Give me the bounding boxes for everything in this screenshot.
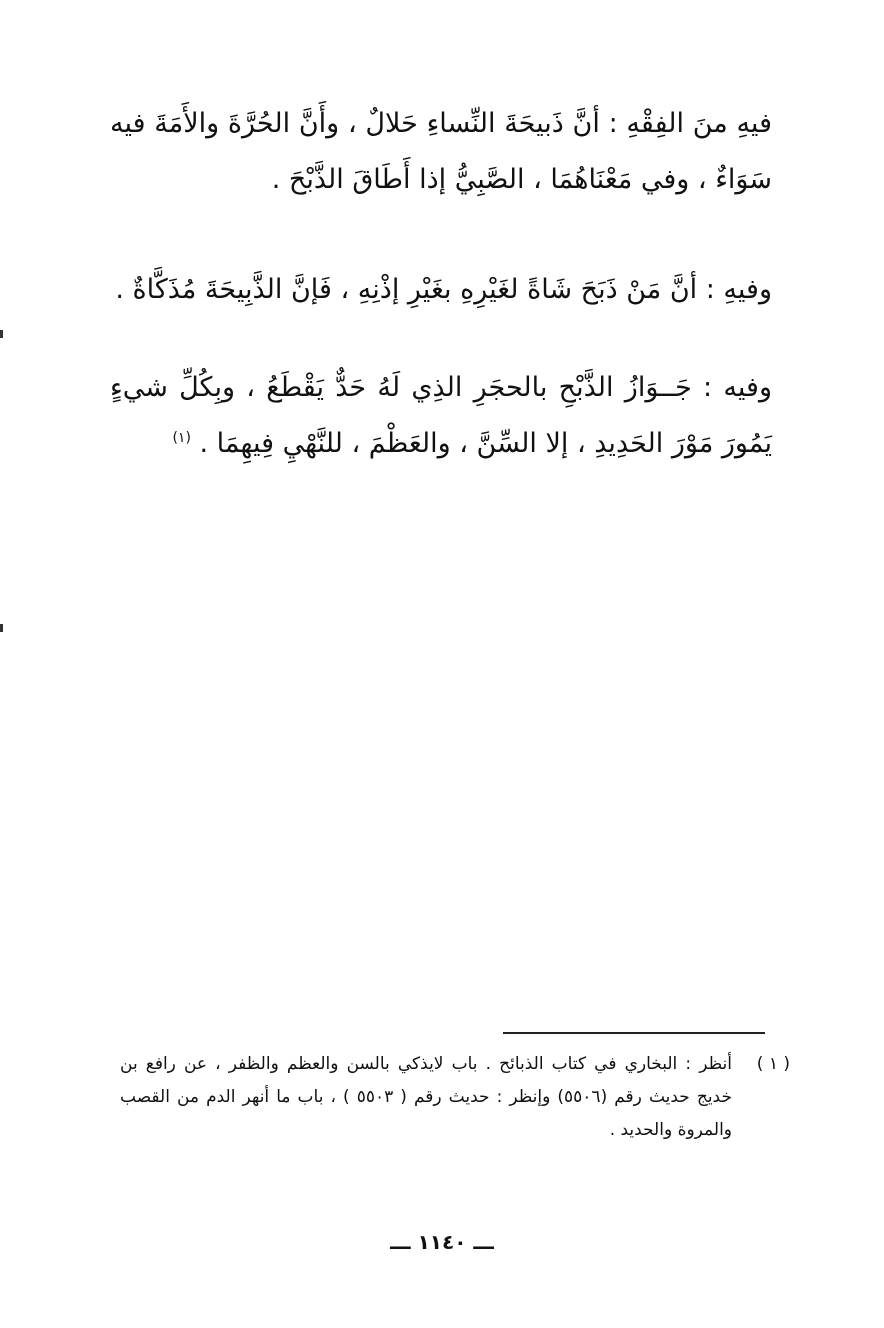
- scan-edge-mark: [0, 330, 3, 338]
- paragraph-text: وفيه : جَــوَازُ الذَّبْحِ بالحجَرِ الذِي لَهُ حَدٌّ يَقْطَعُ ، وبِكُلِّ شيءٍ يَمُورَ مَوْرَ الحَدِيدِ ، إلا السِّنَّ ، والعَظْمَ ، للنَّهْيِ فِيهِمَا .: [110, 372, 772, 459]
- footnote-text: أنظر : البخاري في كتاب الذبائح . باب لايذكي بالسن والعظم والظفر ، عن رافع بن خديج حديث رقم (٥٥٠٦) وإنظر : حديث رقم ( ٥٥٠٣ ) ، باب ما أنهر الدم من القصب والمروة والحديد .: [120, 1054, 732, 1140]
- footnote-divider: [503, 1032, 765, 1034]
- paragraph-slaughter-without-permission: [110, 262, 772, 318]
- footnote-marker: ( ١ ): [756, 1054, 790, 1074]
- page-number: ـــ ١١٤٠ ـــ: [390, 1230, 494, 1254]
- paragraph-text: فيهِ منَ الفِقْهِ : أنَّ ذَبيحَةَ النِّساءِ حَلالٌ ، وأَنَّ الحُرَّةَ والأَمَةَ فيه سَوَاءٌ ، وفي مَعْنَاهُمَا ، الصَّبِيُّ إذا أَطَاقَ الذَّبْحَ .: [110, 108, 772, 195]
- footnote-reference[interactable]: (١): [172, 430, 191, 446]
- paragraph-slaughter-with-stone: [110, 360, 772, 472]
- paragraph-text: وفيهِ : أنَّ مَنْ ذَبَحَ شَاةً لغَيْرِهِ بغَيْرِ إذْنِهِ ، فَإنَّ الذَّبِيحَةَ مُذَكَّاةٌ .: [115, 274, 772, 305]
- scan-edge-mark: [0, 624, 3, 632]
- paragraph-fiqh: [110, 96, 772, 208]
- footnote: [120, 1048, 790, 1147]
